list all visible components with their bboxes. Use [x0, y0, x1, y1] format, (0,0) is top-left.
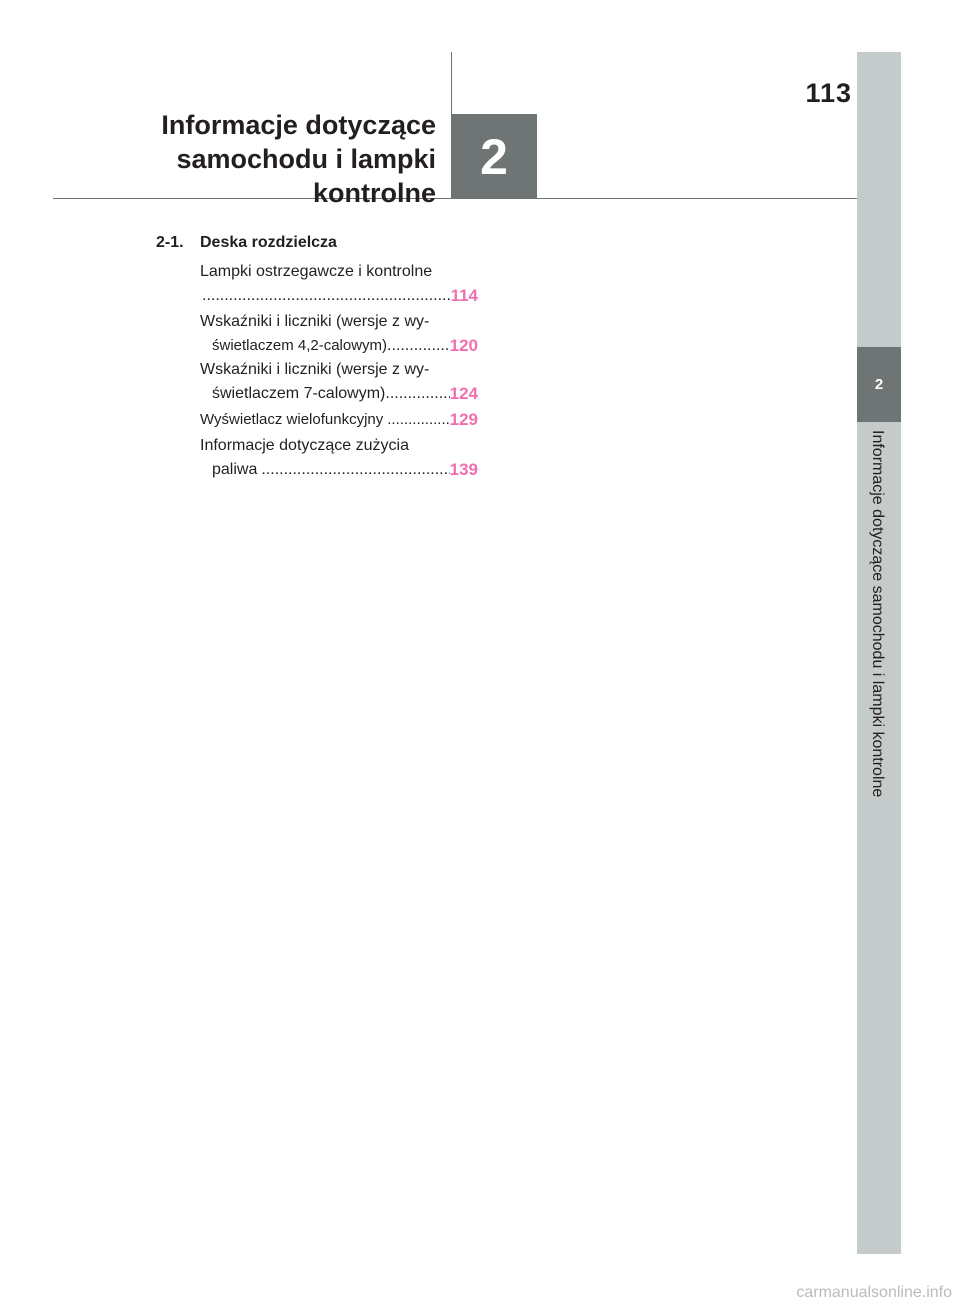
page-number: 113 — [805, 78, 852, 108]
toc-entry-title: Wyświetlacz wielofunkcyjny — [200, 411, 384, 428]
toc-entry-title: Wskaźniki i liczniki (wersje z wy- — [200, 313, 430, 330]
side-chapter-tab[interactable] — [857, 347, 901, 422]
site-watermark: carmanualsonline.info — [796, 1284, 952, 1301]
section-title-line-1: Informacje dotyczące — [161, 110, 436, 140]
toc-entry-page-link[interactable]: 139 — [449, 460, 478, 479]
toc-entry-page-link[interactable]: 120 — [449, 336, 478, 355]
toc-entry-leader-dots — [383, 408, 449, 432]
section-title-line-2: samochodu i lampki — [176, 144, 436, 174]
toc-entry-leader-dots — [202, 284, 451, 308]
toc-entry-leader-line — [200, 408, 478, 432]
toc-entry-title-continued: świetlaczem 7-calowym) — [212, 385, 386, 402]
toc-entry[interactable] — [200, 310, 478, 358]
toc-entry[interactable] — [200, 358, 478, 406]
toc-entry[interactable] — [200, 260, 478, 308]
toc-entry-page-link[interactable]: 124 — [449, 384, 478, 403]
toc-section-heading — [156, 234, 486, 258]
toc-entry-page-link[interactable]: 129 — [449, 410, 478, 429]
toc-entry-title: Wskaźniki i liczniki (wersje z wy- — [200, 361, 430, 378]
side-chapter-label: Informacje dotyczące samochodu i lampki kontrolne — [869, 430, 886, 798]
chapter-number: 2 — [480, 128, 508, 185]
section-title-line-3: kontrolne — [312, 178, 436, 208]
toc-entry-leader-line — [200, 334, 478, 358]
toc-entry-title: Informacje dotyczące zużycia — [200, 437, 409, 454]
toc-entry-leader-line — [200, 458, 478, 482]
table-of-contents — [156, 234, 486, 258]
side-chapter-label-container — [857, 430, 901, 860]
toc-section-title: Deska rozdzielcza — [200, 234, 337, 251]
toc-entry-title-continued: paliwa — [212, 461, 258, 478]
toc-entry-title: Lampki ostrzegawcze i kontrolne — [200, 263, 433, 280]
section-title — [100, 108, 436, 210]
side-chapter-number: 2 — [874, 376, 884, 393]
toc-entry-leader-dots — [385, 382, 449, 406]
toc-entry[interactable] — [200, 408, 478, 432]
toc-entry-leader-dots — [387, 334, 450, 358]
chapter-number-box — [451, 114, 537, 199]
toc-entry[interactable] — [200, 434, 478, 482]
toc-section-number: 2-1. — [156, 234, 184, 251]
toc-entry-leader-dots — [261, 458, 449, 482]
toc-entry-page-link[interactable]: 114 — [450, 286, 478, 305]
toc-entry-leader-line — [200, 382, 478, 406]
toc-entry-leader-line — [200, 284, 478, 308]
toc-entry-title-continued: świetlaczem 4,2-calowym) — [212, 337, 388, 354]
